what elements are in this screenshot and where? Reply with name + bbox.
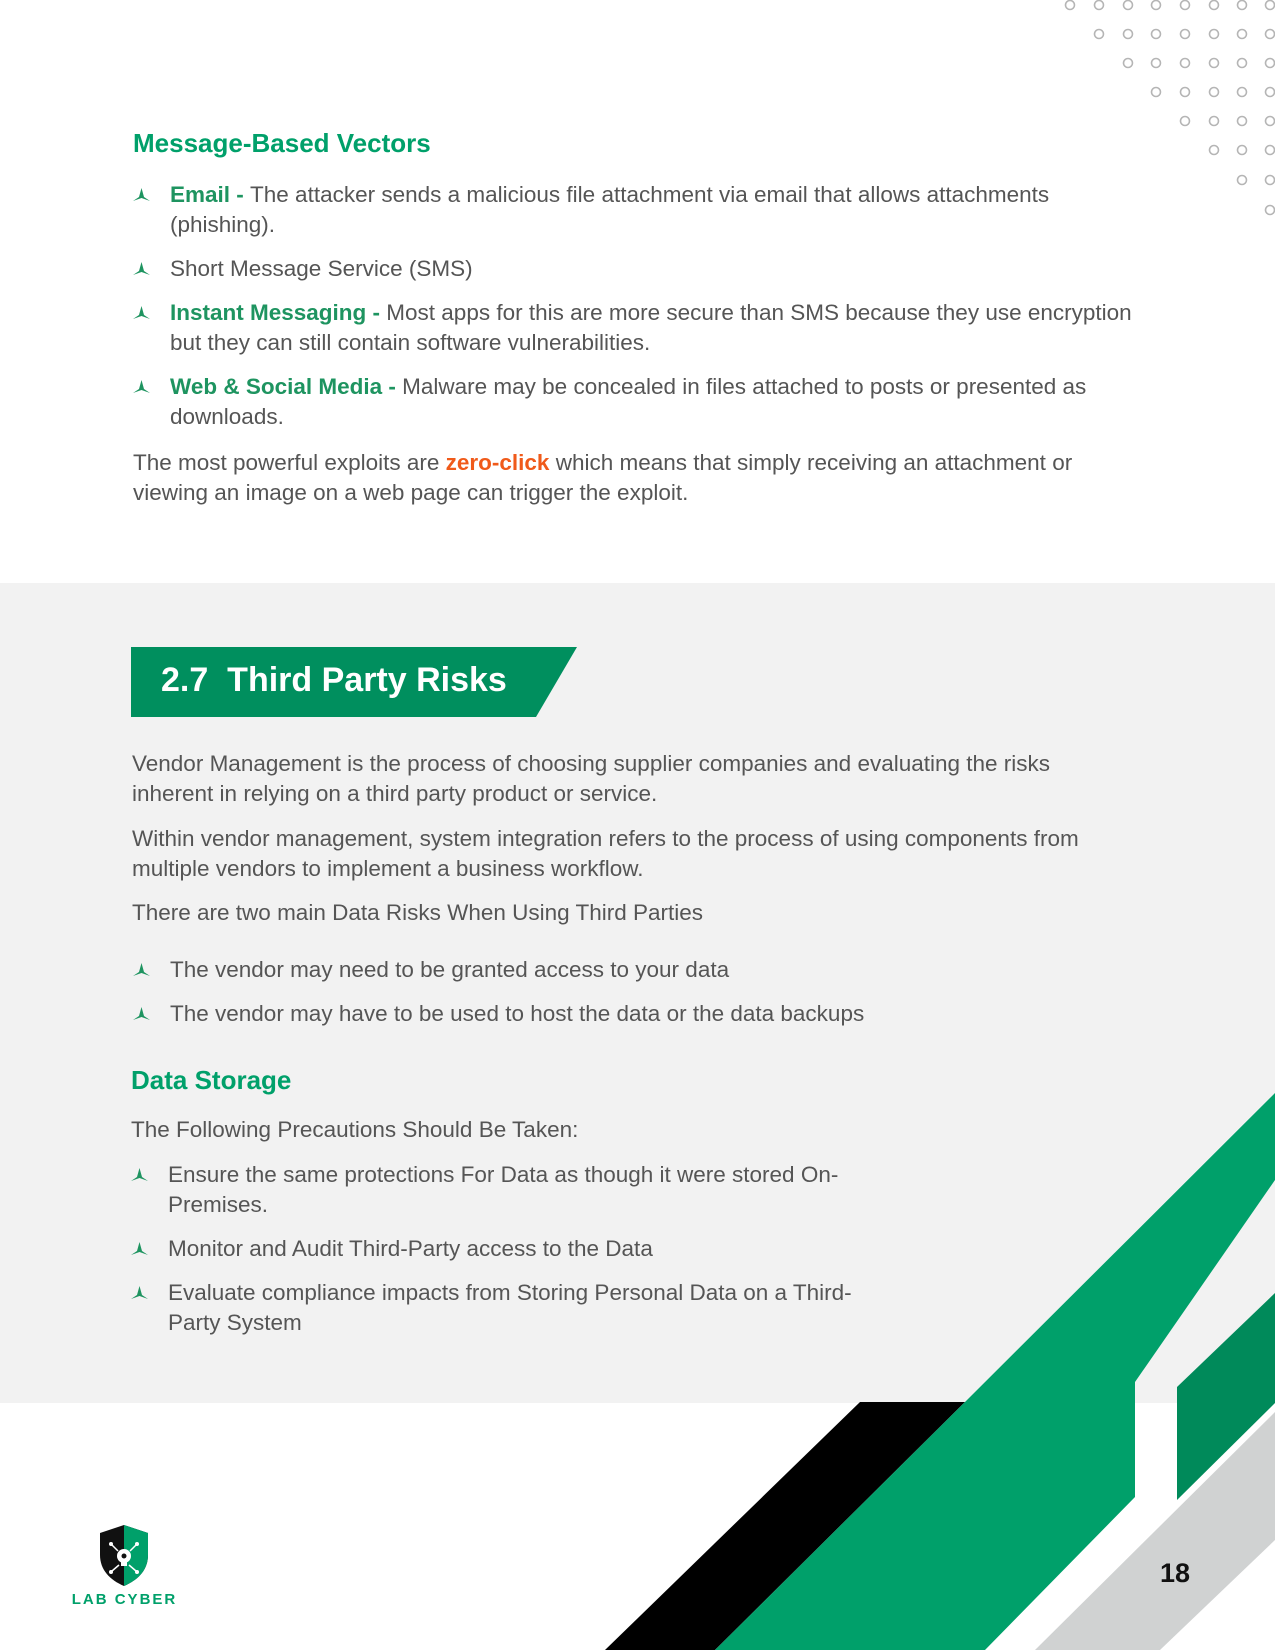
list-item [133,298,1143,358]
section-title-text: Third Party Risks [227,661,507,699]
third-party-risks-list [133,955,1143,1043]
bullet-arrow-icon [133,188,150,202]
bullet-text: Malware may be concealed in files attached to posts or presented as downloads. [170,374,1087,429]
section-title [161,661,507,700]
bullet-term: Instant Messaging - [170,300,387,325]
page-number: 18 [1160,1558,1191,1588]
vendor-paragraph-1: Vendor Management is the process of choosing supplier companies and evaluating the risks inherent in relying on a third party product or service. [132,751,1051,806]
vendor-paragraph-3: There are two main Data Risks When Using Third Parties [132,900,704,925]
bullet-text: Most apps for this are more secure than SMS because they use encryption but they can still contain software vulnerabilities. [170,300,1132,355]
section-title-banner [131,647,577,717]
logo-text: LAB CYBER [71,1591,178,1608]
section-number: 2.7 [161,661,209,699]
bullet-text: The vendor may have to be used to host the data or the data backups [170,1001,865,1026]
precautions-list [131,1160,871,1352]
precautions-intro: The Following Precautions Should Be Taken: [131,1117,579,1142]
bullet-arrow-icon [133,306,150,320]
bullet-text: Short Message Service (SMS) [170,256,473,281]
data-storage-heading: Data Storage [131,1065,292,1095]
bullet-text: Evaluate compliance impacts from Storing Personal Data on a Third-Party System [168,1280,852,1335]
message-vectors-list [133,180,1143,446]
list-item [133,372,1143,432]
closing-text-before: The most powerful exploits are [133,450,446,475]
bullet-arrow-icon [131,1168,148,1182]
bullet-text: The vendor may need to be granted access to your data [170,957,730,982]
bullet-term: Email - [170,182,251,207]
bullet-arrow-icon [133,380,150,394]
bullet-text: Ensure the same protections For Data as though it were stored On-Premises. [168,1162,839,1217]
closing-text-after: which means that simply receiving an attachment or viewing an image on a web page can trigger the exploit. [133,450,1073,505]
bullet-arrow-icon [131,1286,148,1300]
bullet-text: The attacker sends a malicious file attachment via email that allows attachments (phishing). [170,182,1050,237]
bullet-term: Web & Social Media - [170,374,403,399]
bullet-arrow-icon [133,963,150,977]
list-item [131,1278,871,1338]
zero-click-paragraph [133,448,1143,508]
shield-lock-icon [62,1523,187,1587]
bullet-arrow-icon [131,1242,148,1256]
message-vectors-heading: Message-Based Vectors [133,128,431,158]
bullet-arrow-icon [133,1007,150,1021]
zero-click-highlight: zero-click [445,450,550,475]
bullet-arrow-icon [133,262,150,276]
bullet-text: Monitor and Audit Third-Party access to the Data [168,1236,653,1261]
list-item [133,999,1143,1029]
list-item [133,955,1143,985]
list-item [133,254,1143,284]
list-item [133,180,1143,240]
list-item [131,1160,871,1220]
vendor-paragraph-2: Within vendor management, system integration refers to the process of using components from multiple vendors to implement a business workflow. [132,826,1079,881]
list-item [131,1234,871,1264]
